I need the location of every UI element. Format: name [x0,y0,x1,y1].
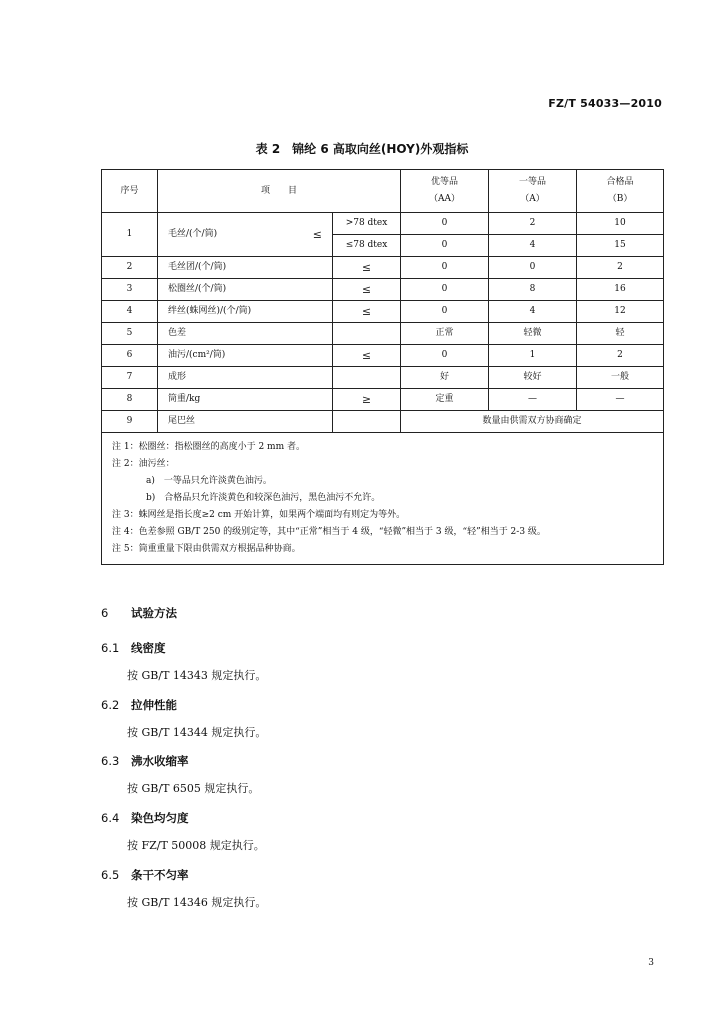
grade-a-label: 一等品 [519,177,547,187]
row-no: 6 [102,345,158,367]
table-cell: 轻 [577,323,664,345]
row-item-label: 松圈丝/(个/筒) [158,279,333,301]
table-cell: 8 [489,279,577,301]
row-sub-condition: ≤78 dtex [333,235,401,257]
subsection-heading [101,640,166,656]
row-item-symbol: ≤ [333,345,401,367]
subsection-number: 6.2 [101,698,120,712]
table-row [102,301,664,323]
subsection-number: 6.5 [101,868,120,882]
subsection-text: 按 GB/T 14343 规定执行。 [127,669,267,682]
table-cell: 2 [577,257,664,279]
table-cell: 0 [401,213,489,235]
subsection-text: 按 GB/T 6505 规定执行。 [127,782,260,795]
row-no: 8 [102,389,158,411]
subsection-title: 拉伸性能 [131,698,177,712]
row-no: 1 [102,213,158,257]
row-item-symbol [333,323,401,345]
table-cell: 2 [577,345,664,367]
row-item-label: 色差 [158,323,333,345]
table-row [102,279,664,301]
table-row [102,257,664,279]
row-no: 3 [102,279,158,301]
subsection-heading [101,753,189,769]
subsection-text: 按 GB/T 14346 规定执行。 [127,896,267,909]
table-cell: 0 [401,257,489,279]
grade-aa-label: 优等品 [431,177,459,187]
table-cell: 轻微 [489,323,577,345]
row-no: 2 [102,257,158,279]
subsection-heading [101,810,189,826]
row-item-label: 毛丝团/(个/筒) [158,257,333,279]
note-5: 注 5：筒重重量下限由供需双方根据品种协商。 [112,544,301,554]
subsection-text: 按 GB/T 14344 规定执行。 [127,726,267,739]
row-no: 5 [102,323,158,345]
row-item-symbol: ≤ [333,279,401,301]
section-number: 6 [101,606,109,620]
row-no: 7 [102,367,158,389]
row-item-label: 绊丝(蛛网丝)/(个/筒) [158,301,333,323]
row-no: 9 [102,411,158,433]
row-item-label: 毛丝/(个/筒) [168,229,218,239]
table-row [102,345,664,367]
header-grade-b [577,170,664,213]
row-no: 4 [102,301,158,323]
note-2a: a) 一等品只允许淡黄色油污。 [146,476,272,486]
row-item [158,213,333,257]
table-cell: 较好 [489,367,577,389]
table-cell: 好 [401,367,489,389]
row-item-symbol: ≤ [312,228,322,241]
row-item-label: 成形 [158,367,333,389]
subsection-number: 6.1 [101,641,120,655]
header-grade-a [489,170,577,213]
table-cell: 0 [401,345,489,367]
note-4: 注 4：色差参照 GB/T 250 的级别定等，其中“正常”相当于 4 级，“轻微”相当于 3 级，“轻”相当于 2-3 级。 [112,527,546,537]
row-item-symbol [333,367,401,389]
standard-code-header: FZ/T 54033—2010 [548,97,662,110]
row-sub-condition: >78 dtex [333,213,401,235]
header-grade-aa [401,170,489,213]
table-cell: 0 [401,279,489,301]
table-cell: 12 [577,301,664,323]
subsection-title: 沸水收缩率 [131,754,189,768]
grade-aa-code: （AA） [429,194,461,204]
subsection-title: 线密度 [131,641,166,655]
subsection-title: 条干不匀率 [131,868,189,882]
subsection-number: 6.4 [101,811,120,825]
table-cell: 4 [489,301,577,323]
table-row [102,389,664,411]
table-row [102,367,664,389]
table-cell: 2 [489,213,577,235]
subsection-text: 按 FZ/T 50008 规定执行。 [127,839,265,852]
table-cell: 16 [577,279,664,301]
subsection-heading [101,697,177,713]
table-notes [102,433,664,565]
row-item-symbol: ≥ [333,389,401,411]
table-cell: 定重 [401,389,489,411]
row-item-symbol: ≤ [333,257,401,279]
table-caption: 表 2 锦纶 6 高取向丝(HOY)外观指标 [255,142,469,156]
table-row [102,323,664,345]
note-1: 注 1：松圈丝：指松圈丝的高度小于 2 mm 者。 [112,442,305,452]
subsection-number: 6.3 [101,754,120,768]
appearance-spec-table [101,169,664,565]
section-title: 试验方法 [131,606,177,620]
table-cell: 0 [401,301,489,323]
table-cell: 正常 [401,323,489,345]
grade-b-code: （B） [607,194,633,204]
table-cell: 4 [489,235,577,257]
row-item-label: 油污/(cm²/筒) [158,345,333,367]
header-no: 序号 [102,170,158,213]
header-item: 项 目 [158,170,401,213]
note-2b: b) 合格品只允许淡黄色和较深色油污，黑色油污不允许。 [146,493,381,503]
row-item-label: 筒重/kg [158,389,333,411]
note-2: 注 2：油污丝： [112,459,175,469]
table-cell: 10 [577,213,664,235]
merged-cell: 数量由供需双方协商确定 [401,411,664,433]
table-cell: 0 [401,235,489,257]
subsection-title: 染色均匀度 [131,811,189,825]
table-cell: 一般 [577,367,664,389]
page-number: 3 [648,958,654,968]
grade-b-label: 合格品 [606,177,634,187]
row-item-symbol [333,411,401,433]
table-cell: 0 [489,257,577,279]
row-item-label: 尾巴丝 [158,411,333,433]
table-row [102,411,664,433]
section-heading [101,605,177,621]
table-cell: 15 [577,235,664,257]
grade-a-code: （A） [520,194,545,204]
table-header-row [102,170,664,213]
table-cell: 1 [489,345,577,367]
notes-row [102,433,664,565]
note-3: 注 3：蛛网丝是指长度≥2 cm 开始计算，如果两个端面均有则定为等外。 [112,510,406,520]
table-row [102,213,664,235]
table-cell: — [577,389,664,411]
table-cell: — [489,389,577,411]
row-item-symbol: ≤ [333,301,401,323]
subsection-heading [101,867,189,883]
